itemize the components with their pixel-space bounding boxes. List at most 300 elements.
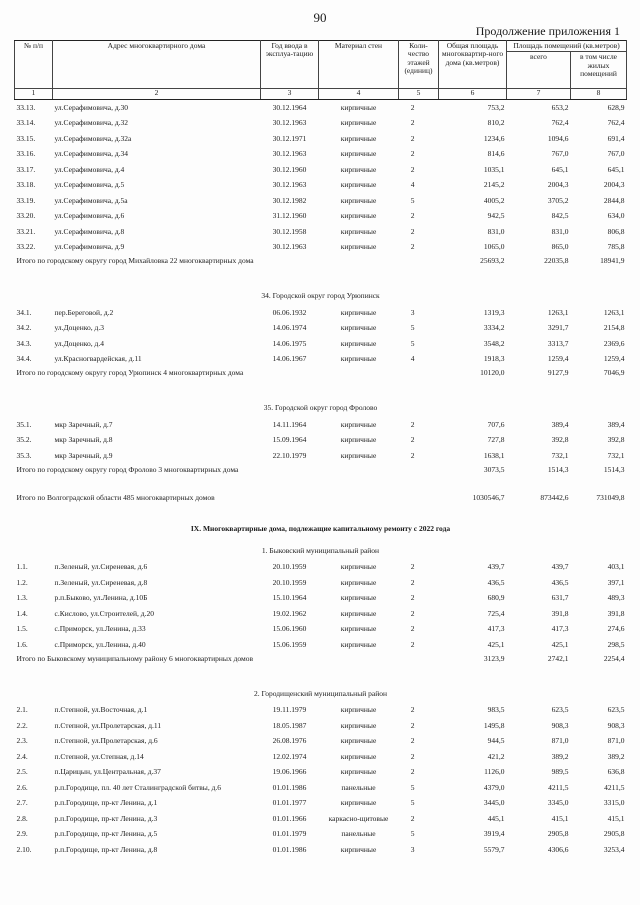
premises-area-living: 762,4 — [607, 118, 625, 128]
premises-area-all: 1259,4 — [547, 354, 569, 364]
building-address: ул.Серафимовича, д.8 — [54, 226, 125, 236]
total-area: 2145,2 — [483, 180, 505, 190]
table-row — [15, 224, 627, 240]
total-area: 707,6 — [487, 419, 505, 429]
building-address: п.Степной, ул.Степная, д.14 — [54, 751, 144, 761]
premises-area-all: 3291,7 — [547, 323, 569, 333]
commission-year: 20.10.1959 — [272, 577, 307, 587]
building-address: ул.Доценко, д.4 — [54, 338, 104, 348]
premises-area-all: 767,0 — [551, 149, 569, 159]
total-area: 421,2 — [487, 751, 505, 761]
wall-material: кирпичные — [340, 118, 377, 128]
commission-year: 12.02.1974 — [272, 751, 307, 761]
premises-area-all: 865,0 — [551, 242, 569, 252]
premises-area-living: 391,8 — [607, 608, 625, 618]
floor-count: 5 — [410, 323, 415, 333]
total-area: 425,1 — [487, 639, 505, 649]
commission-year: 14.06.1975 — [272, 338, 307, 348]
floor-count: 2 — [410, 736, 415, 746]
commission-year: 22.10.1979 — [272, 450, 307, 460]
commission-year: 26.08.1976 — [272, 736, 307, 746]
premises-area-living: 3315,0 — [603, 798, 625, 808]
floor-count: 2 — [410, 624, 415, 634]
group-heading-row — [15, 681, 627, 703]
row-number: 1.2. — [16, 577, 28, 587]
premises-area-living: 298,5 — [607, 639, 625, 649]
table-row — [15, 811, 627, 827]
premises-area-living: 2844,8 — [603, 195, 625, 205]
total-area-sum: 25693,2 — [480, 256, 505, 266]
premises-area-all: 762,4 — [551, 118, 569, 128]
total-area: 3919,4 — [483, 829, 505, 839]
table-row — [15, 749, 627, 765]
premises-area-living: 392,8 — [607, 435, 625, 445]
floor-count: 2 — [410, 133, 415, 143]
floor-count: 2 — [410, 577, 415, 587]
header-address: Адрес многоквартирного дома — [53, 41, 261, 89]
column-number: 2 — [53, 89, 261, 100]
commission-year: 19.11.1979 — [272, 705, 307, 715]
wall-material: кирпичные — [340, 624, 377, 634]
section-heading: IX. Многоквартирные дома, подлежащие капитальному ремонту с 2022 года — [190, 523, 451, 533]
building-address: с.Приморск, ул.Ленина, д.40 — [54, 639, 146, 649]
commission-year: 30.12.1958 — [272, 226, 307, 236]
wall-material: панельные — [341, 829, 376, 839]
premises-area-all: 831,0 — [551, 226, 569, 236]
row-number: 2.10. — [16, 844, 32, 854]
premises-area-living: 415,1 — [607, 813, 625, 823]
floor-count: 2 — [410, 562, 415, 572]
table-row — [15, 352, 627, 368]
total-row — [15, 653, 627, 681]
floor-count: 2 — [410, 435, 415, 445]
wall-material: панельные — [341, 782, 376, 792]
table-row — [15, 209, 627, 225]
commission-year: 30.12.1963 — [272, 149, 307, 159]
floor-count: 2 — [410, 751, 415, 761]
building-address: п.Степной, ул.Пролетарская, д.11 — [54, 720, 162, 730]
premises-area-living: 908,3 — [607, 720, 625, 730]
table-row — [15, 842, 627, 858]
row-number: 33.15. — [16, 133, 36, 143]
row-number: 2.9. — [16, 829, 28, 839]
floor-count: 2 — [410, 242, 415, 252]
premises-living-sum: 18941,9 — [600, 256, 625, 266]
total-area: 810,2 — [487, 118, 505, 128]
group-heading-row — [15, 283, 627, 305]
row-number: 1.6. — [16, 639, 28, 649]
wall-material: кирпичные — [340, 133, 377, 143]
building-address: ул.Красногвардейская, д.11 — [54, 354, 142, 364]
commission-year: 18.05.1987 — [272, 720, 307, 730]
row-number: 33.13. — [16, 102, 36, 112]
group-heading: 34. Городской округ город Урюпинск — [261, 291, 380, 301]
table-row — [15, 116, 627, 132]
wall-material: кирпичные — [340, 450, 377, 460]
floor-count: 2 — [410, 102, 415, 112]
total-area: 3445,0 — [483, 798, 505, 808]
row-number: 1.1. — [16, 562, 28, 572]
row-number: 33.17. — [16, 164, 36, 174]
premises-area-living: 3253,4 — [603, 844, 625, 854]
total-area: 445,1 — [487, 813, 505, 823]
row-number: 33.18. — [16, 180, 36, 190]
premises-area-living: 691,4 — [607, 133, 625, 143]
commission-year: 19.06.1966 — [272, 767, 307, 777]
premises-area-living: 645,1 — [607, 164, 625, 174]
commission-year: 01.01.1979 — [272, 829, 307, 839]
premises-area-all: 3705,2 — [547, 195, 569, 205]
premises-area-all: 623,5 — [551, 705, 569, 715]
row-number: 2.1. — [16, 705, 28, 715]
floor-count: 2 — [410, 226, 415, 236]
section-heading-row — [15, 520, 627, 538]
wall-material: кирпичные — [340, 435, 377, 445]
total-area: 727,8 — [487, 435, 505, 445]
building-address: ул.Серафимовича, д.6 — [54, 211, 125, 221]
header-number: № п/п — [15, 41, 53, 89]
commission-year: 14.06.1974 — [272, 323, 307, 333]
table-row — [15, 417, 627, 433]
table-row — [15, 305, 627, 321]
wall-material: кирпичные — [340, 798, 377, 808]
building-address: р.п.Городище, пр-кт Ленина, д.8 — [54, 844, 158, 854]
row-number: 33.16. — [16, 149, 36, 159]
premises-area-all: 389,4 — [551, 419, 569, 429]
premises-area-all: 3345,0 — [547, 798, 569, 808]
table-row — [15, 703, 627, 719]
premises-area-all: 871,0 — [551, 736, 569, 746]
table-row — [15, 178, 627, 194]
wall-material: кирпичные — [340, 751, 377, 761]
premises-area-all: 631,7 — [551, 593, 569, 603]
building-address: мкр Заречный, д.7 — [54, 419, 113, 429]
premises-all-sum: 9127,9 — [547, 368, 569, 378]
commission-year: 14.11.1964 — [272, 419, 307, 429]
wall-material: кирпичные — [340, 226, 377, 236]
premises-area-all: 391,8 — [551, 608, 569, 618]
premises-area-all: 417,3 — [551, 624, 569, 634]
floor-count: 2 — [410, 767, 415, 777]
header-premises-all: всего — [507, 52, 571, 89]
floor-count: 2 — [410, 211, 415, 221]
table-row — [15, 321, 627, 337]
commission-year: 06.06.1932 — [272, 307, 307, 317]
building-address: ул.Серафимовича, д.9 — [54, 242, 125, 252]
wall-material: кирпичные — [340, 593, 377, 603]
wall-material: кирпичные — [340, 323, 377, 333]
floor-count: 3 — [410, 307, 415, 317]
row-number: 34.4. — [16, 354, 32, 364]
table-row — [15, 765, 627, 781]
wall-material: кирпичные — [340, 354, 377, 364]
commission-year: 01.01.1966 — [272, 813, 307, 823]
wall-material: кирпичные — [340, 844, 377, 854]
floor-count: 2 — [410, 164, 415, 174]
row-number: 34.3. — [16, 338, 32, 348]
building-address: р.п.Городище, пр-кт Ленина, д.3 — [54, 813, 158, 823]
column-number: 7 — [507, 89, 571, 100]
header-premises-area: Площадь помещений (кв.метров) — [507, 41, 627, 52]
premises-area-living: 1263,1 — [603, 307, 625, 317]
building-address: п.Зеленый, ул.Сиреневая, д.8 — [54, 577, 148, 587]
floor-count: 4 — [410, 180, 415, 190]
table-row — [15, 448, 627, 464]
premises-area-all: 653,2 — [551, 102, 569, 112]
premises-area-all: 425,1 — [551, 639, 569, 649]
table-body — [15, 100, 627, 858]
premises-living-sum: 731049,8 — [596, 492, 625, 502]
commission-year: 19.02.1962 — [272, 608, 307, 618]
building-address: р.п.Городище, пр-кт Ленина, д.1 — [54, 798, 158, 808]
housing-table — [14, 40, 627, 858]
column-number: 4 — [319, 89, 399, 100]
group-heading-row — [15, 395, 627, 417]
commission-year: 14.06.1967 — [272, 354, 307, 364]
wall-material: кирпичные — [340, 338, 377, 348]
group-heading: 35. Городской округ город Фролово — [263, 403, 378, 413]
wall-material: кирпичные — [340, 102, 377, 112]
premises-all-sum: 2742,1 — [547, 653, 569, 663]
commission-year: 20.10.1959 — [272, 562, 307, 572]
total-area: 1638,1 — [483, 450, 505, 460]
building-address: ул.Серафимовича, д.30 — [54, 102, 129, 112]
table-row — [15, 575, 627, 591]
commission-year: 01.01.1977 — [272, 798, 307, 808]
commission-year: 30.12.1964 — [272, 102, 307, 112]
row-number: 2.4. — [16, 751, 28, 761]
table-row — [15, 433, 627, 449]
floor-count: 2 — [410, 720, 415, 730]
row-number: 34.1. — [16, 307, 32, 317]
premises-area-living: 2369,6 — [603, 338, 625, 348]
building-address: ул.Серафимовича, д.4 — [54, 164, 125, 174]
premises-living-sum: 2254,4 — [603, 653, 625, 663]
premises-area-living: 767,0 — [607, 149, 625, 159]
total-row — [15, 255, 627, 283]
total-row — [15, 492, 627, 520]
total-area: 1035,1 — [483, 164, 505, 174]
commission-year: 01.01.1986 — [272, 782, 307, 792]
commission-year: 01.01.1986 — [272, 844, 307, 854]
premises-area-living: 634,0 — [607, 211, 625, 221]
total-area: 942,5 — [487, 211, 505, 221]
building-address: пер.Береговой, д.2 — [54, 307, 114, 317]
table-row — [15, 606, 627, 622]
premises-area-all: 2004,3 — [547, 180, 569, 190]
total-area: 831,0 — [487, 226, 505, 236]
floor-count: 2 — [410, 608, 415, 618]
total-row — [15, 367, 627, 395]
table-row — [15, 100, 627, 116]
building-address: ул.Доценко, д.3 — [54, 323, 104, 333]
wall-material: кирпичные — [340, 419, 377, 429]
table-row — [15, 591, 627, 607]
total-area: 983,5 — [487, 705, 505, 715]
commission-year: 30.12.1971 — [272, 133, 307, 143]
total-area: 417,3 — [487, 624, 505, 634]
floor-count: 5 — [410, 829, 415, 839]
table-row — [15, 827, 627, 843]
wall-material: кирпичные — [340, 720, 377, 730]
wall-material: кирпичные — [340, 164, 377, 174]
premises-area-living: 2004,3 — [603, 180, 625, 190]
row-number: 2.3. — [16, 736, 28, 746]
row-number: 33.14. — [16, 118, 36, 128]
row-number: 33.22. — [16, 242, 36, 252]
premises-area-living: 2905,8 — [603, 829, 625, 839]
row-number: 2.7. — [16, 798, 28, 808]
row-number: 2.2. — [16, 720, 28, 730]
table-row — [15, 336, 627, 352]
floor-count: 5 — [410, 798, 415, 808]
total-area-sum: 10120,0 — [480, 368, 505, 378]
building-address: р.п.Городище, пл. 40 лет Сталинградской битвы, д.6 — [54, 782, 222, 792]
wall-material: кирпичные — [340, 608, 377, 618]
premises-area-all: 439,7 — [551, 562, 569, 572]
wall-material: кирпичные — [340, 149, 377, 159]
header-total-area: Общая площадь многоквартир-ного дома (кв.метров) — [439, 41, 507, 89]
wall-material: каркасно-щитовые — [328, 813, 389, 823]
row-number: 2.5. — [16, 767, 28, 777]
total-area-sum: 1030546,7 — [472, 492, 505, 502]
premises-area-all: 2905,8 — [547, 829, 569, 839]
wall-material: кирпичные — [340, 562, 377, 572]
building-address: ул.Серафимовича, д.34 — [54, 149, 129, 159]
premises-area-all: 4211,5 — [548, 782, 569, 792]
row-number: 35.3. — [16, 450, 32, 460]
total-label: Итого по Быковскому муниципальному району 6 многоквартирных домов — [16, 653, 254, 663]
premises-living-sum: 1514,3 — [603, 464, 625, 474]
premises-area-all: 732,1 — [551, 450, 569, 460]
building-address: р.п.Быково, ул.Ленина, д.10Б — [54, 593, 148, 603]
total-area: 439,7 — [487, 562, 505, 572]
total-row — [15, 464, 627, 492]
premises-area-living: 274,6 — [607, 624, 625, 634]
premises-area-living: 389,2 — [607, 751, 625, 761]
table-row — [15, 147, 627, 163]
table-row — [15, 780, 627, 796]
building-address: п.Царицын, ул.Центральная, д.37 — [54, 767, 161, 777]
building-address: мкр Заречный, д.8 — [54, 435, 113, 445]
commission-year: 15.10.1964 — [272, 593, 307, 603]
floor-count: 3 — [410, 844, 415, 854]
wall-material: кирпичные — [340, 639, 377, 649]
premises-area-living: 1259,4 — [603, 354, 625, 364]
total-area: 1065,0 — [483, 242, 505, 252]
row-number: 1.5. — [16, 624, 28, 634]
premises-area-living: 732,1 — [607, 450, 625, 460]
table-row — [15, 193, 627, 209]
premises-area-living: 871,0 — [607, 736, 625, 746]
total-area-sum: 3123,9 — [483, 653, 505, 663]
premises-area-all: 908,3 — [551, 720, 569, 730]
group-heading: 2. Городищенский муниципальный район — [254, 688, 387, 698]
commission-year: 30.12.1963 — [272, 180, 307, 190]
total-area: 5579,7 — [483, 844, 505, 854]
total-area: 1319,3 — [483, 307, 505, 317]
premises-area-living: 2154,8 — [603, 323, 625, 333]
column-number: 1 — [15, 89, 53, 100]
building-address: р.п.Городище, пр-кт Ленина, д.5 — [54, 829, 158, 839]
row-number: 33.20. — [16, 211, 36, 221]
floor-count: 2 — [410, 149, 415, 159]
total-area: 3548,2 — [483, 338, 505, 348]
table-row — [15, 131, 627, 147]
building-address: мкр Заречный, д.9 — [54, 450, 113, 460]
row-number: 1.3. — [16, 593, 28, 603]
premises-area-all: 389,2 — [551, 751, 569, 761]
table-row — [15, 162, 627, 178]
total-area-sum: 3073,5 — [483, 464, 505, 474]
building-address: п.Степной, ул.Пролетарская, д.6 — [54, 736, 158, 746]
column-number: 3 — [261, 89, 319, 100]
total-area: 1495,8 — [483, 720, 505, 730]
premises-area-all: 392,8 — [551, 435, 569, 445]
group-heading-row — [15, 538, 627, 560]
commission-year: 30.12.1960 — [272, 164, 307, 174]
premises-area-living: 403,1 — [607, 562, 625, 572]
table-row — [15, 718, 627, 734]
wall-material: кирпичные — [340, 736, 377, 746]
commission-year: 31.12.1960 — [272, 211, 307, 221]
row-number: 34.2. — [16, 323, 32, 333]
premises-area-living: 397,1 — [607, 577, 625, 587]
row-number: 2.6. — [16, 782, 28, 792]
premises-area-living: 389,4 — [607, 419, 625, 429]
total-area: 814,6 — [487, 149, 505, 159]
commission-year: 15.06.1959 — [272, 639, 307, 649]
floor-count: 2 — [410, 639, 415, 649]
header-wall-material: Материал стен — [319, 41, 399, 89]
premises-area-all: 1094,6 — [547, 133, 569, 143]
wall-material: кирпичные — [340, 767, 377, 777]
wall-material: кирпичные — [340, 211, 377, 221]
row-number: 35.1. — [16, 419, 32, 429]
floor-count: 5 — [410, 338, 415, 348]
premises-area-living: 806,8 — [607, 226, 625, 236]
premises-all-sum: 873442,6 — [540, 492, 569, 502]
row-number: 33.19. — [16, 195, 36, 205]
header-premises-living: в том числе жилых помещений — [571, 52, 627, 89]
premises-area-living: 623,5 — [607, 705, 625, 715]
building-address: с.Приморск, ул.Ленина, д.33 — [54, 624, 146, 634]
premises-area-all: 436,5 — [551, 577, 569, 587]
premises-area-all: 1263,1 — [547, 307, 569, 317]
total-area: 753,2 — [487, 102, 505, 112]
row-number: 33.21. — [16, 226, 36, 236]
commission-year: 15.09.1964 — [272, 435, 307, 445]
floor-count: 2 — [410, 705, 415, 715]
premises-area-living: 628,9 — [607, 102, 625, 112]
commission-year: 15.06.1960 — [272, 624, 307, 634]
column-number: 5 — [399, 89, 439, 100]
total-area: 436,5 — [487, 577, 505, 587]
appendix-continuation-label: Продолжение приложения 1 — [475, 24, 620, 38]
table-row — [15, 796, 627, 812]
floor-count: 2 — [410, 118, 415, 128]
premises-area-living: 636,8 — [607, 767, 625, 777]
premises-all-sum: 1514,3 — [547, 464, 569, 474]
premises-area-all: 415,1 — [551, 813, 569, 823]
table-row — [15, 622, 627, 638]
total-label: Итого по городскому округу город Михайловка 22 многоквартирных дома — [16, 256, 254, 266]
total-label: Итого по Волгоградской области 485 многоквартирных домов — [16, 492, 215, 502]
building-address: ул.Серафимовича, д.5а — [54, 195, 128, 205]
floor-count: 2 — [410, 813, 415, 823]
wall-material: кирпичные — [340, 705, 377, 715]
total-area: 944,5 — [487, 736, 505, 746]
